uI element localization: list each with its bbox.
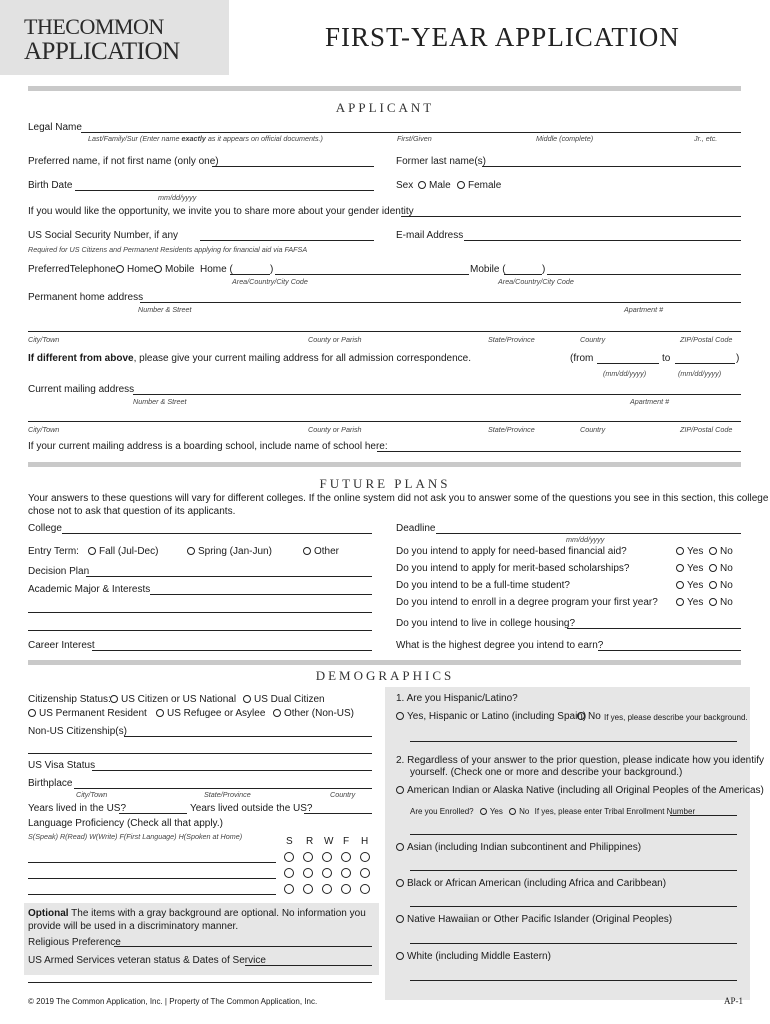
section-title-future-plans: FUTURE PLANS: [319, 476, 451, 491]
housing-field[interactable]: [567, 628, 741, 629]
need-aid-yes-radio[interactable]: [676, 547, 684, 555]
first-year-yes[interactable]: Yes: [676, 597, 703, 608]
years-in-us-label: Years lived in the US?: [28, 803, 127, 814]
academic-major-field-2[interactable]: [28, 612, 372, 613]
optional-note-line1: Optional The items with a gray background are optional. No information you: [28, 908, 366, 919]
mobile-close-paren: ): [542, 264, 546, 275]
permanent-address-field[interactable]: [140, 302, 741, 303]
lang-col-f: F: [343, 836, 350, 847]
language-field-2[interactable]: [28, 878, 276, 879]
ssn-note: Required for US Citizens and Permanent Residents applying for financial aid via FAFSA: [28, 245, 308, 254]
lang-r1-f-checkbox[interactable]: [341, 852, 351, 862]
first-year-no-radio[interactable]: [709, 598, 717, 606]
different-address-note: If different from above, please give your current mailing address for all admission correspondence.: [28, 353, 471, 364]
q-degree: What is the highest degree you intend to earn?: [396, 640, 604, 651]
mail-apartment-sub: Apartment #: [630, 397, 670, 406]
q2-line1: 2. Regardless of your answer to the prior question, please indicate how you identify: [396, 755, 764, 766]
sex-female-radio[interactable]: [457, 181, 465, 189]
race-asian-checkbox[interactable]: [396, 843, 404, 851]
years-outside-us-label: Years lived outside the US?: [190, 803, 313, 814]
sex-female-option[interactable]: Female: [457, 180, 501, 191]
optional-note-line2: provide will be used in a discriminatory manner.: [28, 921, 239, 932]
cit-dual-radio[interactable]: [243, 695, 251, 703]
logo-text-the: THE: [24, 14, 66, 39]
first-year-yes-radio[interactable]: [676, 598, 684, 606]
section-divider: [28, 86, 741, 91]
legal-name-sub-first: First/Given: [397, 134, 432, 143]
mail-city-sub: City/Town: [28, 425, 60, 434]
fulltime-no-radio[interactable]: [709, 581, 717, 589]
term-spring-option[interactable]: Spring (Jan-Jun): [187, 546, 272, 557]
legal-name-sub-last: Last/Family/Sur (Enter name exactly as it appears on official documents.): [88, 134, 323, 143]
perm-apartment-sub: Apartment #: [624, 305, 664, 314]
race-native-option[interactable]: American Indian or Alaska Native (including all Original Peoples of the Americas): [396, 785, 764, 796]
college-field[interactable]: [62, 533, 372, 534]
q1-no-note: If yes, please describe your background.: [604, 713, 748, 722]
entry-term-label: Entry Term:: [28, 546, 79, 557]
fulltime-no[interactable]: No: [709, 580, 733, 591]
lang-r1-h-checkbox[interactable]: [360, 852, 370, 862]
sex-male-radio[interactable]: [418, 181, 426, 189]
cit-other-radio[interactable]: [273, 709, 281, 717]
ssn-label: US Social Security Number, if any: [28, 230, 179, 241]
q1-hispanic: 1. Are you Hispanic/Latino?: [396, 693, 518, 704]
from-date-field[interactable]: [597, 363, 659, 364]
visa-status-label: US Visa Status: [28, 760, 96, 771]
mail-state-sub: State/Province: [488, 425, 535, 434]
cit-us-radio[interactable]: [110, 695, 118, 703]
q-need-aid: Do you intend to apply for need-based financial aid?: [396, 546, 627, 557]
enrolled-no-radio[interactable]: [509, 808, 516, 815]
q1-describe-field[interactable]: [410, 741, 737, 742]
black-describe-field[interactable]: [410, 906, 737, 907]
non-us-citizenship-label: Non-US Citizenship(s): [28, 726, 127, 737]
birthplace-field[interactable]: [74, 788, 372, 789]
lang-col-h: H: [361, 836, 369, 847]
sex-male-option[interactable]: Male: [418, 180, 451, 191]
language-proficiency-label: Language Proficiency (Check all that apply.): [28, 818, 223, 829]
birth-date-sub: mm/dd/yyyy: [158, 193, 197, 202]
mobile-phone-field[interactable]: [547, 274, 741, 275]
section-title-applicant: APPLICANT: [335, 100, 435, 115]
lang-r1-w-checkbox[interactable]: [322, 852, 332, 862]
q1-yes-option[interactable]: Yes, Hispanic or Latino (including Spain): [396, 711, 586, 722]
from-label: (from: [570, 353, 594, 364]
lang-r3-r-checkbox[interactable]: [303, 884, 313, 894]
college-label: College: [28, 523, 62, 534]
q2-line2: yourself. (Check one or more and describe your background.): [410, 767, 683, 778]
non-us-citizenship-field-2[interactable]: [28, 753, 372, 754]
white-describe-field[interactable]: [410, 980, 737, 981]
cit-perm-radio[interactable]: [28, 709, 36, 717]
degree-field[interactable]: [598, 650, 741, 651]
bp-state-sub: State/Province: [204, 790, 251, 799]
cit-dual-option[interactable]: US Dual Citizen: [243, 694, 325, 705]
to-close-paren: ): [736, 353, 740, 364]
veteran-status-label: US Armed Services veteran status & Dates of Service: [28, 955, 266, 966]
section-title-demographics: DEMOGRAPHICS: [315, 668, 455, 683]
email-field[interactable]: [464, 240, 741, 241]
q-first-year: Do you intend to enroll in a degree program your first year?: [396, 597, 658, 608]
need-aid-yes[interactable]: Yes: [676, 546, 703, 557]
merit-no[interactable]: No: [709, 563, 733, 574]
lang-r1-s-checkbox[interactable]: [284, 852, 294, 862]
pref-home-option[interactable]: Home: [116, 264, 154, 275]
permanent-city-line[interactable]: [28, 331, 741, 332]
career-interest-label: Career Interest: [28, 640, 95, 651]
from-date-sub: (mm/dd/yyyy): [603, 369, 647, 378]
logo-text-common: COMMON: [65, 14, 164, 39]
birth-date-label: Birth Date: [28, 180, 73, 191]
mailing-city-line[interactable]: [28, 421, 741, 422]
future-intro-line2: chose not to ask that question of its applicants.: [28, 506, 236, 517]
need-aid-no[interactable]: No: [709, 546, 733, 557]
q1-no-radio[interactable]: [577, 712, 585, 720]
q1-yes-radio[interactable]: [396, 712, 404, 720]
legal-name-sub-jr: Jr., etc.: [694, 134, 718, 143]
enrolled-yes-option[interactable]: Yes: [480, 807, 503, 816]
mobile-area-sub: Area/Country/City Code: [498, 277, 574, 286]
current-mailing-field[interactable]: [133, 394, 741, 395]
term-other-option[interactable]: Other: [303, 546, 339, 557]
lang-r2-s-checkbox[interactable]: [284, 868, 294, 878]
home-area-sub: Area/Country/City Code: [232, 277, 308, 286]
citizenship-status-label: Citizenship Status:: [28, 694, 111, 705]
home-area-code-field[interactable]: [230, 274, 270, 275]
mail-zip-sub: ZIP/Postal Code: [680, 425, 733, 434]
religious-preference-label: Religious Preference: [28, 937, 121, 948]
language-field-3[interactable]: [28, 894, 276, 895]
lang-r2-w-checkbox[interactable]: [322, 868, 332, 878]
hawaiian-describe-field[interactable]: [410, 943, 737, 944]
perm-county-sub: County or Parish: [308, 335, 362, 344]
enrolled-row: Are you Enrolled? Yes No If yes, please enter Tribal Enrollment Number: [410, 807, 696, 816]
race-black-checkbox[interactable]: [396, 879, 404, 887]
race-hawaiian-option[interactable]: Native Hawaiian or Other Pacific Islander (Original Peoples): [396, 914, 672, 925]
sex-label: Sex: [396, 180, 414, 191]
deadline-sub: mm/dd/yyyy: [566, 535, 605, 544]
veteran-status-field-2[interactable]: [28, 982, 372, 983]
decision-plan-label: Decision Plan: [28, 566, 90, 577]
lang-col-r: R: [306, 836, 314, 847]
native-describe-field[interactable]: [410, 834, 737, 835]
bp-country-sub: Country: [330, 790, 356, 799]
gender-identity-field[interactable]: [401, 216, 741, 217]
pref-mobile-radio[interactable]: [154, 265, 162, 273]
lang-r2-f-checkbox[interactable]: [341, 868, 351, 878]
perm-state-sub: State/Province: [488, 335, 535, 344]
boarding-school-field[interactable]: [377, 451, 741, 452]
lang-r3-w-checkbox[interactable]: [322, 884, 332, 894]
tribal-number-field[interactable]: [670, 815, 737, 816]
home-phone-field[interactable]: [275, 274, 469, 275]
perm-country-sub: Country: [580, 335, 606, 344]
perm-number-street-sub: Number & Street: [138, 305, 192, 314]
term-spring-radio[interactable]: [187, 547, 195, 555]
academic-major-field-3[interactable]: [28, 630, 372, 631]
cit-us-option[interactable]: US Citizen or US National: [110, 694, 236, 705]
cit-refugee-option[interactable]: US Refugee or Asylee: [156, 708, 265, 719]
pref-mobile-option[interactable]: Mobile: [154, 264, 194, 275]
enrolled-no-option[interactable]: No: [509, 807, 529, 816]
perm-zip-sub: ZIP/Postal Code: [680, 335, 733, 344]
lang-r1-r-checkbox[interactable]: [303, 852, 313, 862]
race-white-checkbox[interactable]: [396, 952, 404, 960]
race-asian-option[interactable]: Asian (including Indian subcontinent and Philippines): [396, 842, 641, 853]
to-date-sub: (mm/dd/yyyy): [678, 369, 722, 378]
q-merit: Do you intend to apply for merit-based scholarships?: [396, 563, 630, 574]
race-native-checkbox[interactable]: [396, 786, 404, 794]
email-label: E-mail Address: [396, 230, 464, 241]
page-id: AP-1: [724, 996, 744, 1006]
merit-no-radio[interactable]: [709, 564, 717, 572]
mail-number-street-sub: Number & Street: [133, 397, 187, 406]
copyright-footer: © 2019 The Common Application, Inc. | Property of The Common Application, Inc.: [28, 997, 318, 1006]
home-phone-label: Home (: [200, 264, 233, 275]
preferred-name-field[interactable]: [212, 166, 374, 167]
bp-city-sub: City/Town: [76, 790, 108, 799]
gender-identity-label: If you would like the opportunity, we invite you to share more about your gender identity: [28, 206, 414, 217]
race-hawaiian-checkbox[interactable]: [396, 915, 404, 923]
non-us-citizenship-field[interactable]: [124, 736, 372, 737]
years-in-us-field[interactable]: [119, 813, 187, 814]
lang-r2-r-checkbox[interactable]: [303, 868, 313, 878]
cit-perm-option[interactable]: US Permanent Resident: [28, 708, 147, 719]
page-title: FIRST-YEAR APPLICATION: [325, 22, 680, 52]
enrolled-yes-radio[interactable]: [480, 808, 487, 815]
mail-county-sub: County or Parish: [308, 425, 362, 434]
academic-major-field[interactable]: [150, 594, 372, 595]
visa-status-field[interactable]: [92, 770, 372, 771]
preferred-name-label: Preferred name, if not first name (only one): [28, 156, 219, 167]
mobile-phone-label: Mobile (: [470, 264, 506, 275]
logo-text-application: APPLICATION: [24, 38, 180, 65]
section-divider: [28, 660, 741, 665]
to-date-field[interactable]: [675, 363, 735, 364]
lang-r3-f-checkbox[interactable]: [341, 884, 351, 894]
legal-name-field[interactable]: [81, 132, 741, 133]
lang-r2-h-checkbox[interactable]: [360, 868, 370, 878]
current-mailing-label: Current mailing address: [28, 384, 135, 395]
lang-r3-h-checkbox[interactable]: [360, 884, 370, 894]
to-label: to: [662, 353, 671, 364]
decision-plan-field[interactable]: [86, 576, 372, 577]
fulltime-yes[interactable]: Yes: [676, 580, 703, 591]
veteran-status-field[interactable]: [245, 965, 372, 966]
perm-city-sub: City/Town: [28, 335, 60, 344]
section-divider: [28, 462, 741, 467]
mobile-area-code-field[interactable]: [504, 274, 542, 275]
cit-other-option[interactable]: Other (Non-US): [273, 708, 354, 719]
term-fall-option[interactable]: Fall (Jul-Dec): [88, 546, 158, 557]
boarding-school-label: If your current mailing address is a boarding school, include name of school here:: [28, 441, 388, 452]
cit-refugee-radio[interactable]: [156, 709, 164, 717]
language-field-1[interactable]: [28, 862, 276, 863]
home-close-paren: ): [270, 264, 274, 275]
former-last-name-field[interactable]: [482, 166, 741, 167]
career-interest-field[interactable]: [92, 650, 372, 651]
lang-r3-s-checkbox[interactable]: [284, 884, 294, 894]
former-last-name-label: Former last name(s): [396, 156, 487, 167]
ssn-field[interactable]: [200, 240, 374, 241]
asian-describe-field[interactable]: [410, 870, 737, 871]
race-white-option[interactable]: White (including Middle Eastern): [396, 951, 551, 962]
years-outside-us-field[interactable]: [304, 813, 372, 814]
lang-col-w: W: [324, 836, 334, 847]
term-fall-radio[interactable]: [88, 547, 96, 555]
preferred-telephone-label: PreferredTelephone: [28, 264, 116, 275]
birthplace-label: Birthplace: [28, 778, 73, 789]
q-fulltime: Do you intend to be a full-time student?: [396, 580, 570, 591]
permanent-address-label: Permanent home address: [28, 292, 144, 303]
language-proficiency-sub: S(Speak) R(Read) W(Write) F(First Language) H(Spoken at Home): [28, 832, 243, 841]
need-aid-no-radio[interactable]: [709, 547, 717, 555]
q1-no-option[interactable]: No: [577, 711, 601, 722]
first-year-no[interactable]: No: [709, 597, 733, 608]
race-black-option[interactable]: Black or African American (including Africa and Caribbean): [396, 878, 666, 889]
term-other-radio[interactable]: [303, 547, 311, 555]
legal-name-sub-middle: Middle (complete): [536, 134, 594, 143]
logo: [0, 0, 229, 75]
fulltime-yes-radio[interactable]: [676, 581, 684, 589]
birth-date-field[interactable]: [75, 190, 374, 191]
deadline-label: Deadline: [396, 523, 436, 534]
merit-yes[interactable]: Yes: [676, 563, 703, 574]
q-housing: Do you intend to live in college housing?: [396, 618, 576, 629]
merit-yes-radio[interactable]: [676, 564, 684, 572]
religious-preference-field[interactable]: [114, 946, 372, 947]
deadline-field[interactable]: [436, 533, 741, 534]
legal-name-label: Legal Name: [28, 122, 82, 133]
lang-col-s: S: [286, 836, 293, 847]
academic-major-label: Academic Major & Interests: [28, 584, 151, 595]
mail-country-sub: Country: [580, 425, 606, 434]
future-intro-line1: Your answers to these questions will vary for different colleges. If the online system did not ask you to answer some of the questions you see in this section, this college: [28, 493, 769, 504]
pref-home-radio[interactable]: [116, 265, 124, 273]
